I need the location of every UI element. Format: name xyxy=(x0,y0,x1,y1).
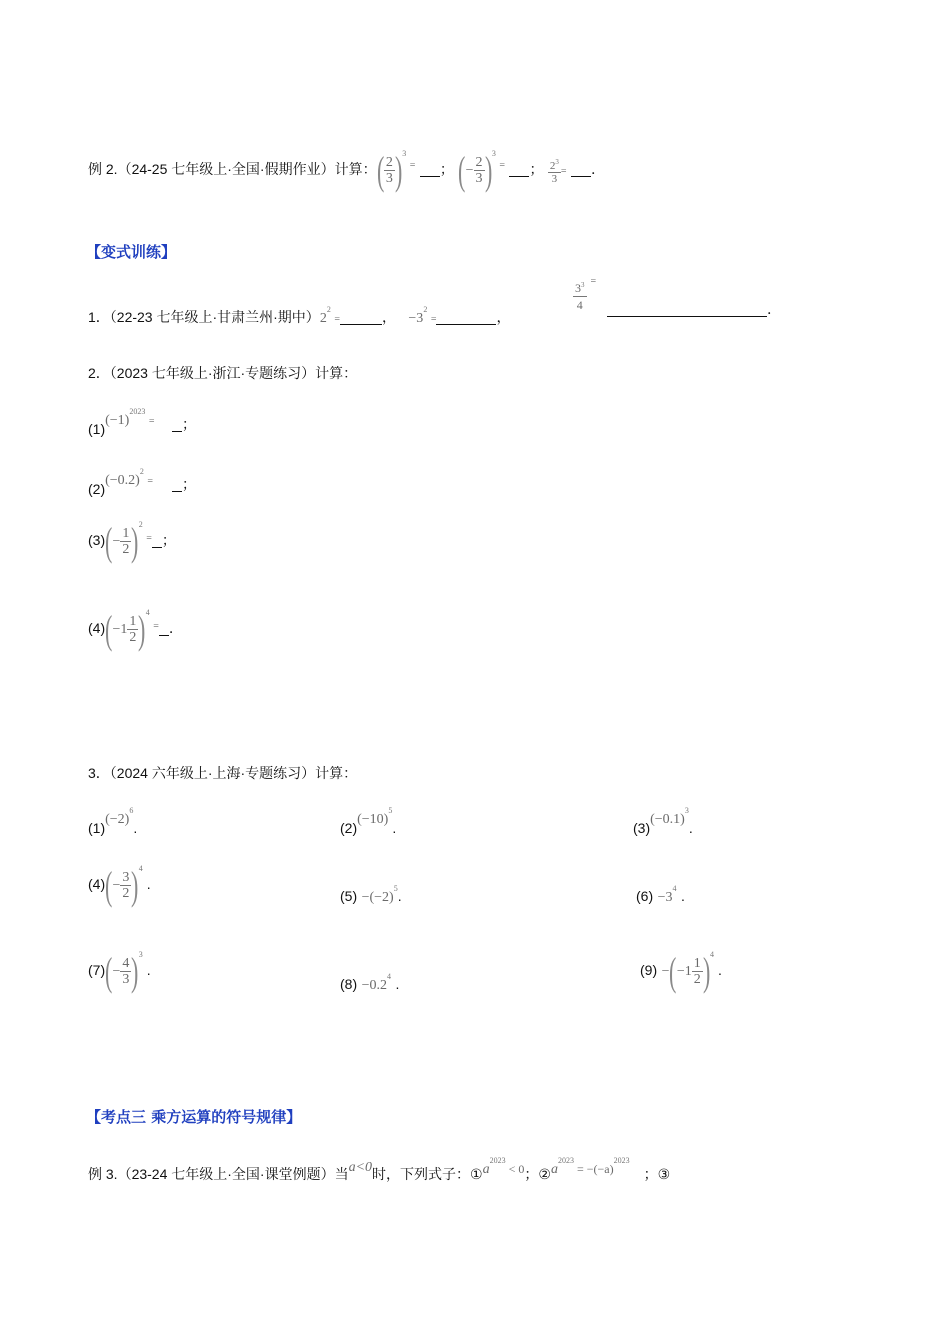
example-2-expr-3: $\frac{2^3}{3}$ = xyxy=(549,158,567,186)
question-3-item-5: $(5) -(-2)^5$. xyxy=(340,884,402,905)
question-3-item-9: (9) −(−1 $\frac{1}{2}$ )$^4$. xyxy=(640,948,722,994)
question-1-tail: . xyxy=(607,300,771,320)
example-2-expr-1: ( $\frac{2}{3}$ )$^3$ = xyxy=(376,147,416,193)
question-3-item-7: (7)(− $\frac{4}{3}$ )$^3$. xyxy=(88,948,151,994)
question-2-item-2: $(2)(-0.2)^2$ = xyxy=(88,467,153,497)
question-2-item-4: (4)(−1 $\frac{1}{2}$ )$^4$ = . xyxy=(88,606,174,652)
q2-item-1-answer: ； xyxy=(172,414,196,434)
answer-blank[interactable] xyxy=(607,302,767,317)
example-2-prefix: 例 2.（24-25 七年级上·全国·假期作业）计算： xyxy=(88,161,377,177)
answer-blank[interactable] xyxy=(159,621,169,636)
variant-training-heading: 【变式训练】 xyxy=(86,243,177,261)
question-3-item-3: $(3)(-0.1)^3$. xyxy=(633,806,693,836)
question-2-item-1: $(1)(-1)^{2023}$ = xyxy=(88,407,155,437)
answer-blank[interactable] xyxy=(420,162,440,177)
question-3-item-4: (4)(− $\frac{3}{2}$ )$^4$. xyxy=(88,862,151,908)
answer-blank[interactable] xyxy=(509,162,529,177)
question-2-title: 2．（2023 七年级上·浙江·专题练习）计算： xyxy=(88,365,358,381)
example-3: 例 3.（23-24 七年级上·全国·课堂例题）当a<0时，下列式子：$①a^{2023} < 0$；$②a^{2023} = -(-a)^{2023}$；③ xyxy=(88,1156,671,1182)
condition: a<0 xyxy=(348,1160,373,1175)
answer-blank[interactable] xyxy=(436,310,496,325)
answer-blank[interactable] xyxy=(172,417,182,432)
question-3-item-2: $(2)(-10)^5$. xyxy=(340,806,397,836)
question-3-item-1: $(1)(-2)^6$. xyxy=(88,806,138,836)
question-1-fraction: $\frac{3^3}{4}$ = xyxy=(575,276,597,312)
question-2-item-3: (3)(− $\frac{1}{2}$ )$^2$ = ； xyxy=(88,518,176,564)
answer-blank[interactable] xyxy=(571,162,591,177)
answer-blank[interactable] xyxy=(172,477,182,492)
question-1: 1．（22-23 七年级上·甘肃兰州·期中）$2^2$ = ， $-3^2$ = ， xyxy=(88,305,511,326)
example-2-expr-2: (− $\frac{2}{3}$ )$^3$ = xyxy=(458,147,505,193)
point-3-heading: 【考点三 乘方运算的符号规律】 xyxy=(86,1108,302,1126)
q2-item-2-answer: ； xyxy=(172,474,196,494)
question-3-item-6: $(6) -3^4$ . xyxy=(636,884,685,905)
question-3-item-8: $(8) -0.2^4$ . xyxy=(340,972,400,993)
answer-blank[interactable] xyxy=(152,533,162,548)
answer-blank[interactable] xyxy=(340,310,382,325)
question-3-title: 3．（2024 六年级上·上海·专题练习）计算： xyxy=(88,765,358,781)
example-2: 例 2.（24-25 七年级上·全国·假期作业）计算：( $\frac{2}{3}$ )$^3$ = ； (− $\frac{2}{3}$ )$^3$ = ； $\frac{2^3}{3}$ = . xyxy=(88,147,596,193)
